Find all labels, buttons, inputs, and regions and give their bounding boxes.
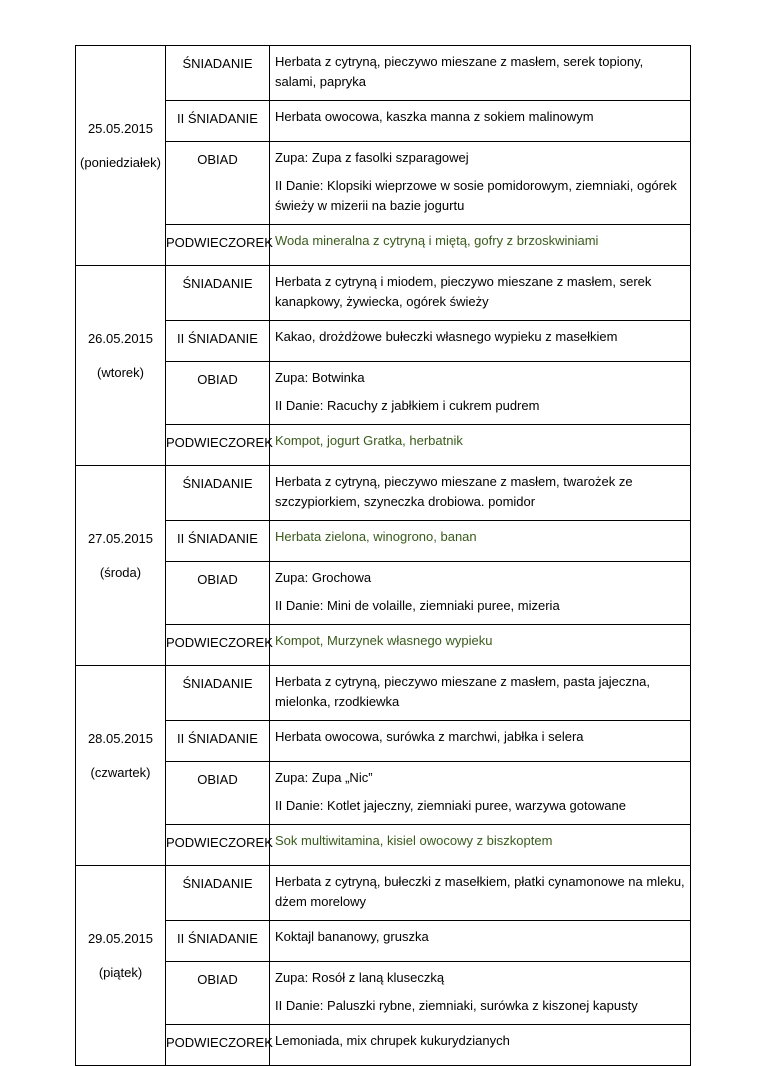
meal-label-cell: [166, 1025, 273, 1066]
meal-description-cell: [270, 466, 691, 521]
menu-row: [76, 46, 691, 101]
meal-label: II ŚNIADANIE: [177, 931, 258, 946]
menu-row: [76, 1025, 691, 1066]
meal-label-cell: [166, 962, 270, 1025]
menu-row: [76, 625, 691, 666]
meal-label-cell: [166, 362, 270, 425]
meal-description: Herbata owocowa, surówka z marchwi, jabłka i selera: [275, 729, 584, 744]
menu-row: [76, 142, 691, 225]
meal-label: OBIAD: [197, 772, 238, 787]
meal-description: Kakao, drożdżowe bułeczki własnego wypieku z masełkiem: [275, 329, 618, 344]
meal-description: Herbata z cytryną, pieczywo mieszane z masłem, pasta jajeczna, mielonka, rzodkiewka: [275, 674, 650, 709]
menu-row: [76, 866, 691, 921]
meal-description-cell: [270, 362, 691, 425]
menu-row: [76, 266, 691, 321]
meal-label-cell: [166, 625, 273, 666]
meal-label: ŚNIADANIE: [182, 56, 253, 71]
day-date: 27.05.2015: [87, 530, 154, 546]
meal-description-cell: [270, 46, 691, 101]
meal-description-second-course: II Danie: Racuchy z jabłkiem i cukrem pudrem: [275, 398, 540, 413]
meal-description-cell: [270, 866, 691, 921]
meal-label-cell: [166, 101, 270, 142]
menu-row: [76, 425, 691, 466]
meal-label-cell: [166, 142, 270, 225]
meal-description: Sok multiwitamina, kisiel owocowy z biszkoptem: [275, 833, 553, 848]
day-cell: [76, 866, 166, 1066]
meal-description-cell: [270, 321, 691, 362]
meal-label-cell: [166, 866, 270, 921]
meal-description-cell: [270, 562, 691, 625]
meal-description-cell: [270, 666, 691, 721]
meal-label: OBIAD: [197, 972, 238, 987]
meal-label: OBIAD: [197, 152, 238, 167]
menu-row: [76, 101, 691, 142]
meal-description-cell: [270, 625, 691, 666]
menu-row: [76, 521, 691, 562]
meal-label-cell: [166, 521, 270, 562]
meal-label: ŚNIADANIE: [182, 276, 253, 291]
meal-description: Lemoniada, mix chrupek kukurydzianych: [275, 1033, 510, 1048]
meal-label-cell: [166, 921, 270, 962]
meal-description-cell: [270, 142, 691, 225]
day-date: 28.05.2015: [87, 730, 154, 746]
meal-description-cell: [270, 425, 691, 466]
meal-label: OBIAD: [197, 372, 238, 387]
meal-description: Herbata owocowa, kaszka manna z sokiem malinowym: [275, 109, 594, 124]
meal-description: Zupa: Rosół z laną kluseczką: [275, 970, 445, 985]
menu-row: [76, 321, 691, 362]
meal-label: ŚNIADANIE: [182, 676, 253, 691]
meal-label: II ŚNIADANIE: [177, 111, 258, 126]
meal-description-cell: [270, 266, 691, 321]
meal-label-cell: [166, 762, 270, 825]
meal-label-cell: [166, 321, 270, 362]
day-cell: [76, 466, 166, 666]
meal-description-cell: [270, 521, 691, 562]
day-weekday: (wtorek): [97, 364, 144, 380]
meal-label: ŚNIADANIE: [182, 476, 253, 491]
meal-description-second-course: II Danie: Klopsiki wieprzowe w sosie pomidorowym, ziemniaki, ogórek świeży w mizerii na bazie jogurtu: [275, 178, 677, 213]
meal-description: Zupa: Zupa „Nic”: [275, 770, 373, 785]
meal-label-cell: [166, 562, 270, 625]
day-date: 29.05.2015: [87, 930, 154, 946]
meal-label: PODWIECZOREK: [166, 635, 273, 650]
meal-description-cell: [270, 225, 691, 266]
meal-label-cell: [166, 466, 270, 521]
meal-description: Herbata z cytryną, pieczywo mieszane z masłem, serek topiony, salami, papryka: [275, 54, 644, 89]
meal-description: Zupa: Botwinka: [275, 370, 365, 385]
menu-row: [76, 466, 691, 521]
meal-label-cell: [166, 225, 273, 266]
menu-body: [76, 46, 691, 1066]
meal-description: Zupa: Zupa z fasolki szparagowej: [275, 150, 469, 165]
meal-description-second-course: II Danie: Paluszki rybne, ziemniaki, surówka z kiszonej kapusty: [275, 998, 638, 1013]
meal-description-second-course: II Danie: Mini de volaille, ziemniaki puree, mizeria: [275, 598, 560, 613]
menu-row: [76, 762, 691, 825]
meal-description: Kompot, jogurt Gratka, herbatnik: [275, 433, 463, 448]
meal-description: Herbata z cytryną i miodem, pieczywo mieszane z masłem, serek kanapkowy, żywiecka, ogórek świeży: [275, 274, 652, 309]
day-weekday: (czwartek): [90, 764, 151, 780]
day-weekday: (środa): [99, 564, 142, 580]
meal-description-cell: [270, 1025, 691, 1066]
menu-row: [76, 362, 691, 425]
day-cell: [76, 266, 166, 466]
menu-row: [76, 721, 691, 762]
day-weekday: (poniedziałek): [80, 154, 161, 170]
meal-description: Herbata z cytryną, bułeczki z masełkiem, płatki cynamonowe na mleku, dżem morelowy: [275, 874, 685, 909]
menu-row: [76, 225, 691, 266]
day-weekday: (piątek): [98, 964, 143, 980]
menu-row: [76, 666, 691, 721]
meal-description-cell: [270, 921, 691, 962]
menu-row: [76, 921, 691, 962]
meal-description: Kompot, Murzynek własnego wypieku: [275, 633, 493, 648]
day-cell: [76, 666, 166, 866]
meal-label: PODWIECZOREK: [166, 835, 273, 850]
day-cell: [76, 46, 166, 266]
meal-description: Woda mineralna z cytryną i miętą, gofry z brzoskwiniami: [275, 233, 599, 248]
meal-description-cell: [270, 962, 691, 1025]
menu-row: [76, 962, 691, 1025]
meal-label: ŚNIADANIE: [182, 876, 253, 891]
meal-label-cell: [166, 721, 270, 762]
meal-label: II ŚNIADANIE: [177, 531, 258, 546]
meal-label-cell: [166, 825, 273, 866]
day-date: 26.05.2015: [87, 330, 154, 346]
meal-label: PODWIECZOREK: [166, 435, 273, 450]
meal-label: OBIAD: [197, 572, 238, 587]
meal-description-cell: [270, 762, 691, 825]
day-date: 25.05.2015: [87, 120, 154, 136]
meal-description-cell: [270, 721, 691, 762]
meal-description: Koktajl bananowy, gruszka: [275, 929, 429, 944]
meal-label: PODWIECZOREK: [166, 235, 273, 250]
menu-row: [76, 562, 691, 625]
meal-label-cell: [166, 266, 270, 321]
meal-description-cell: [270, 825, 691, 866]
meal-label-cell: [166, 46, 270, 101]
meal-label: PODWIECZOREK: [166, 1035, 273, 1050]
meal-label-cell: [166, 425, 273, 466]
meal-description: Herbata z cytryną, pieczywo mieszane z masłem, twarożek ze szczypiorkiem, szyneczka drobiowa. pomidor: [275, 474, 633, 509]
weekly-menu-table: [75, 45, 691, 1066]
menu-row: [76, 825, 691, 866]
meal-description: Herbata zielona, winogrono, banan: [275, 529, 477, 544]
meal-description-cell: [270, 101, 691, 142]
meal-label-cell: [166, 666, 270, 721]
meal-description-second-course: II Danie: Kotlet jajeczny, ziemniaki puree, warzywa gotowane: [275, 798, 626, 813]
meal-label: II ŚNIADANIE: [177, 331, 258, 346]
meal-label: II ŚNIADANIE: [177, 731, 258, 746]
meal-description: Zupa: Grochowa: [275, 570, 372, 585]
